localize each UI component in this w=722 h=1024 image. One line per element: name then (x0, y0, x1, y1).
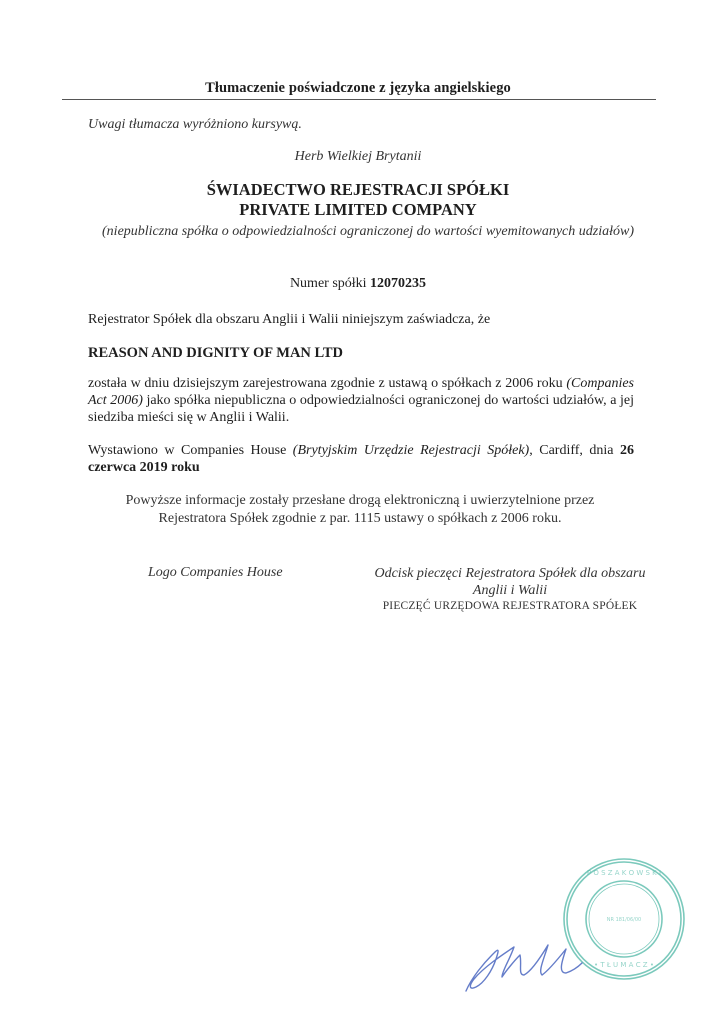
registration-text-1: została w dniu dzisiejszym zarejestrowana zgodnie z ustawą o spółkach z 2006 roku (88, 376, 563, 391)
seal-note-caps: PIECZĘĆ URZĘDOWA REJESTRATORA SPÓŁEK (382, 600, 638, 612)
svg-text:P O S Z A K O W S K I: P O S Z A K O W S K I (586, 869, 662, 877)
seal-note-italic: Odcisk pieczęci Rejestratora Spółek dla obszaru Anglii i Walii (374, 566, 646, 598)
coat-of-arms-note: Herb Wielkiej Brytanii (294, 149, 422, 164)
registration-paragraph (88, 375, 634, 426)
registrar-statement: Rejestrator Spółek dla obszaru Anglii i Walii niniejszym zaświadcza, że (88, 312, 491, 327)
companies-house-note: (Brytyjskim Urzędzie Rejestracji Spółek) (292, 443, 530, 458)
company-number (62, 276, 654, 292)
translator-note: Uwagi tłumacza wyróżniono kursywą. (88, 117, 302, 132)
svg-text:NR 181/06/00: NR 181/06/00 (606, 917, 642, 923)
logo-note: Logo Companies House (148, 565, 283, 580)
issued-text-1: Wystawiono w Companies House (88, 443, 287, 458)
companies-act-note: (Companies Act 2006) (88, 376, 635, 408)
company-type-title: PRIVATE LIMITED COMPANY (239, 200, 477, 219)
electronic-authentication-note: Powyższe informacje zostały przesłane drogą elektroniczną i uwierzytelnione przez Rejestratora Spółek zgodnie z par. 1115 ustawy o spółkach z 2006 roku. (125, 493, 595, 526)
company-type-subtitle: (niepubliczna spółka o odpowiedzialności ograniczonej do wartości wyemitowanych udziałów) (102, 224, 634, 239)
header-title: Tłumaczenie poświadczone z języka angielskiego (205, 80, 511, 96)
certificate-title: ŚWIADECTWO REJESTRACJI SPÓŁKI (206, 180, 510, 199)
issued-paragraph (88, 442, 634, 476)
registration-text-2: jako spółka niepubliczna o odpowiedzialności ograniczonej do wartości udziałów, a jej siedziba mieści się w Anglii i Walii. (88, 393, 634, 425)
translator-signature-icon (462, 925, 592, 995)
company-name: REASON AND DIGNITY OF MAN LTD (88, 345, 343, 361)
svg-text:• T Ł U M A C Z •: • T Ł U M A C Z • (594, 961, 654, 969)
header-divider (62, 99, 656, 100)
issue-date: 26 czerwca 2019 roku (88, 443, 635, 475)
seal-note (360, 565, 660, 613)
issued-text-2: , Cardiff, dnia (529, 443, 614, 458)
company-number-value: 12070235 (370, 276, 427, 291)
company-number-label: Numer spółki (289, 276, 367, 291)
